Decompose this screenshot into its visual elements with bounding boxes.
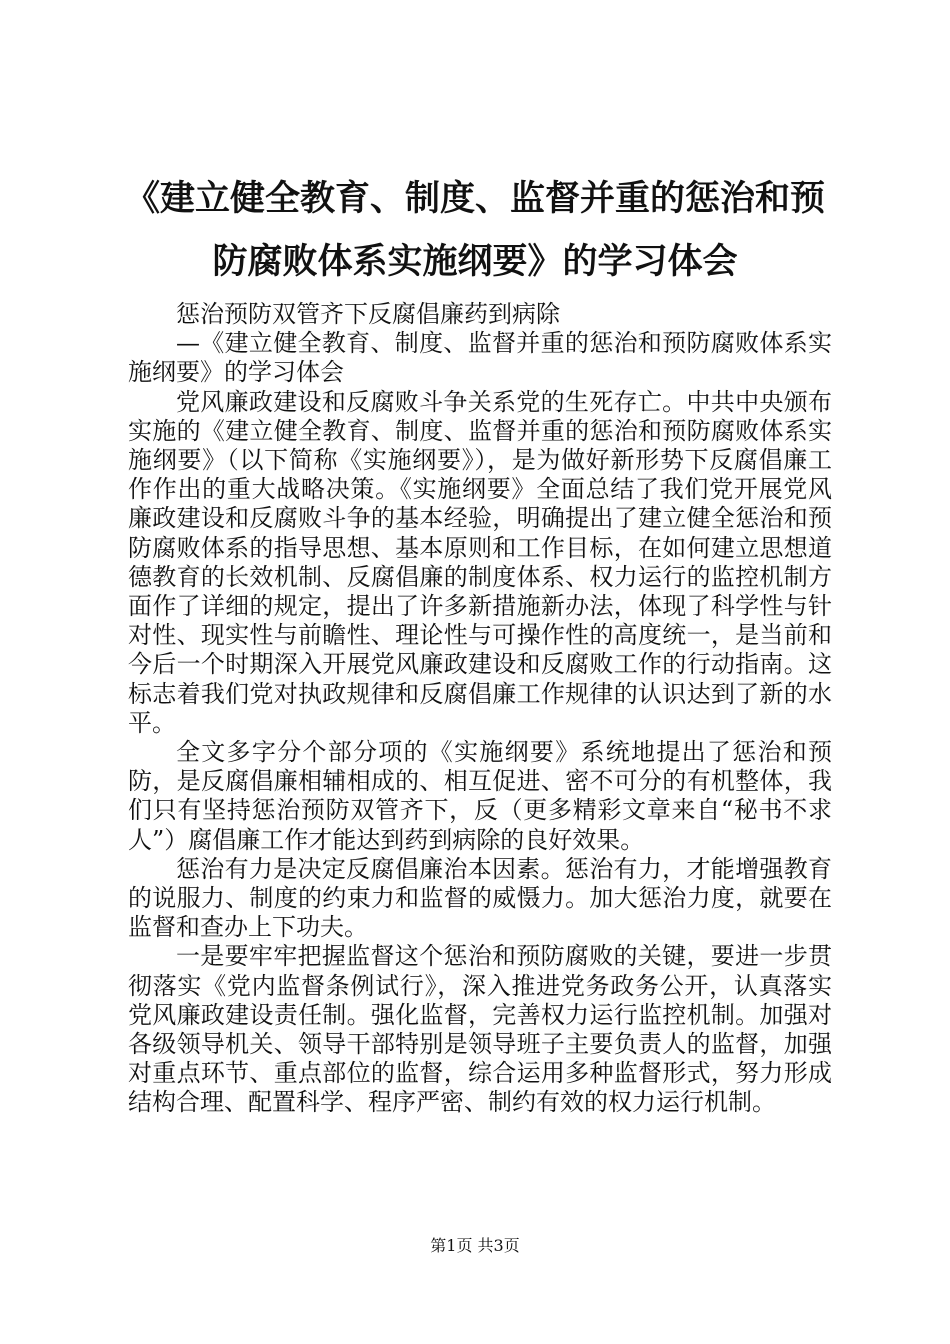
title-line-2: 防腐败体系实施纲要》的学习体会	[212, 242, 738, 282]
document-title	[100, 168, 850, 294]
paragraph-2: 全文多字分个部分项的《实施纲要》系统地提出了惩治和预防，是反腐倡廉相辅相成的、相互促进、密不可分的有机整体，我们只有坚持惩治预防双管齐下，反（更多精彩文章来自“秘书不求人”）腐倡廉工作才能达到药到病除的良好效果。	[128, 738, 832, 854]
paragraph-3: 惩治有力是决定反腐倡廉治本因素。惩治有力，才能增强教育的说服力、制度的约束力和监督的威慑力。加大惩治力度，就要在监督和查办上下功夫。	[128, 854, 832, 942]
paragraph-4: 一是要牢牢把握监督这个惩治和预防腐败的关键，要进一步贯彻落实《党内监督条例试行》，深入推进党务政务公开，认真落实党风廉政建设责任制。强化监督，完善权力运行监控机制。加强对各级领导机关、领导干部特别是领导班子主要负责人的监督，加强对重点环节、重点部位的监督，综合运用多种监督形式，努力形成结构合理、配置科学、程序严密、制约有效的权力运行机制。	[128, 942, 832, 1117]
subtitle: 惩治预防双管齐下反腐倡廉药到病除	[176, 300, 560, 328]
paragraph-1: 党风廉政建设和反腐败斗争关系党的生死存亡。中共中央颁布实施的《建立健全教育、制度、监督并重的惩治和预防腐败体系实施纲要》（以下简称《实施纲要》），是为做好新形势下反腐倡廉工作作出的重大战略决策。《实施纲要》全面总结了我们党开展党风廉政建设和反腐败斗争的基本经验，明确提出了建立健全惩治和预防腐败体系的指导思想、基本原则和工作目标，在如何建立思想道德教育的长效机制、反腐倡廉的制度体系、权力运行的监控机制方面作了详细的规定，提出了许多新措施新办法，体现了科学性与针对性、现实性与前瞻性、理论性与可操作性的高度统一，是当前和今后一个时期深入开展党风廉政建设和反腐败工作的行动指南。这标志着我们党对执政规律和反腐倡廉工作规律的认识达到了新的水平。	[128, 387, 832, 737]
title-line-1: 《建立健全教育、制度、监督并重的惩治和预	[124, 179, 825, 219]
subtitle-secondary: —《建立健全教育、制度、监督并重的惩治和预防腐败体系实施纲要》的学习体会	[128, 329, 832, 387]
page-footer: 第1页 共3页	[430, 1236, 520, 1255]
document-body	[128, 300, 832, 1118]
